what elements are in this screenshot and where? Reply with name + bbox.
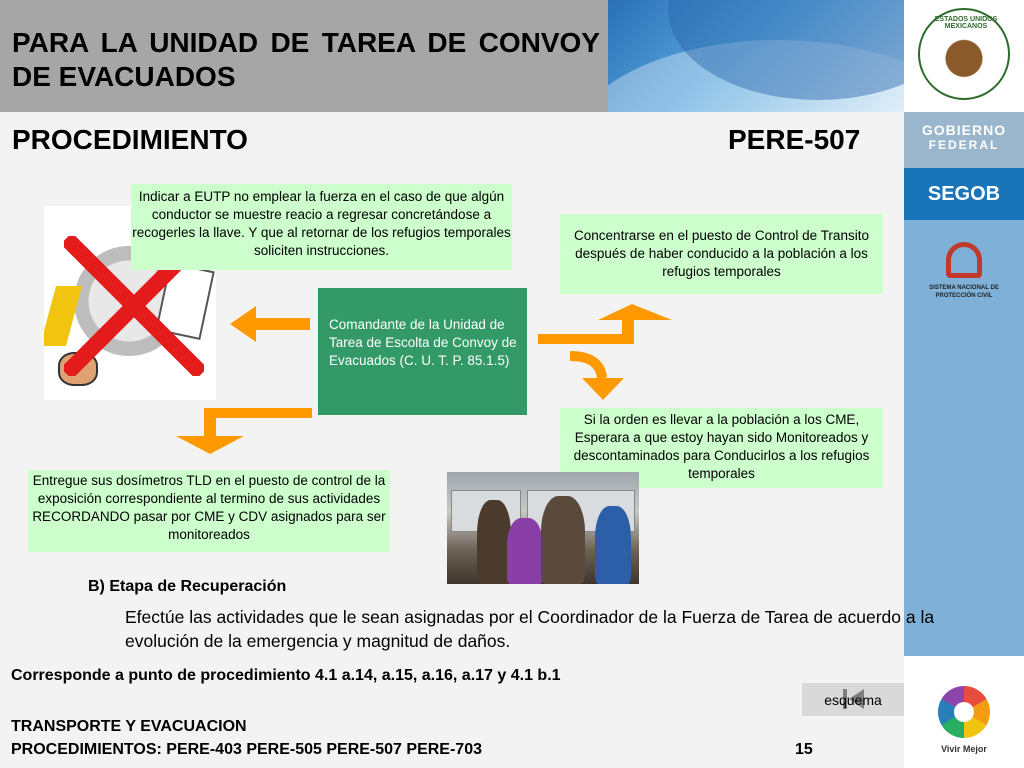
arrow-left-icon xyxy=(230,304,312,344)
page-number: 15 xyxy=(795,741,813,758)
procedure-code: PERE-507 xyxy=(728,124,861,155)
esquema-button[interactable] xyxy=(802,683,904,716)
header-decoration xyxy=(608,0,904,112)
gobierno-federal-logo xyxy=(904,112,1024,168)
recovery-heading: B) Etapa de Recuperación xyxy=(88,578,287,595)
arrow-up-right-icon xyxy=(536,302,676,348)
seal-text: ESTADOS UNIDOS MEXICANOS xyxy=(934,16,998,30)
recovery-text: Efectúe las actividades que le sean asignadas por el Coordinador de la Fuerza de Tarea de acuerdo a la evolución de la emergencia y magnitud de daños. xyxy=(125,607,935,651)
vivir-mejor-logo xyxy=(904,656,1024,768)
person-shape xyxy=(595,506,631,584)
footer-procedures: PROCEDIMIENTOS: PERE-403 PERE-505 PERE-507 PERE-703 xyxy=(11,741,482,758)
commander-box: Comandante de la Unidad de Tarea de Escolta de Convoy de Evacuados (C. U. T. P. 85.1.5) xyxy=(318,288,527,415)
gobierno-label: GOBIERNO xyxy=(921,122,1007,138)
vivir-mejor-label: Vivir Mejor xyxy=(941,744,987,754)
cme-box: Si la orden es llevar a la población a los CME, Esperara a que estoy hayan sido Monitoreados y descontaminados para Conducirlos a los refugios temporales xyxy=(560,408,883,488)
footer-title: TRANSPORTE Y EVACUACION xyxy=(11,718,247,735)
proteccion-civil-label: SISTEMA NACIONAL DE PROTECCIÓN CIVIL xyxy=(929,285,999,299)
segob-logo: SEGOB xyxy=(904,168,1024,220)
control-post-box: Concentrarse en el puesto de Control de Transito después de haber conducido a la población a los refugios temporales xyxy=(560,214,883,294)
arrow-down-icon xyxy=(172,404,314,456)
mexico-seal-icon xyxy=(918,8,1010,100)
seal-panel xyxy=(904,0,1024,112)
proteccion-civil-logo xyxy=(904,220,1024,320)
person-shape xyxy=(477,500,511,584)
federal-label: FEDERAL xyxy=(928,138,1000,152)
page-title: PARA LA UNIDAD DE TAREA DE CONVOY DE EVACUADOS xyxy=(12,27,600,92)
vivir-mejor-icon xyxy=(938,686,990,738)
person-shape xyxy=(507,518,543,584)
procedure-reference: Corresponde a punto de procedimiento 4.1 a.14, a.15, a.16, a.17 y 4.1 b.1 xyxy=(11,667,561,684)
arrow-curve-down-icon xyxy=(566,350,626,402)
person-shape xyxy=(541,496,585,584)
dosimeter-box: Entregue sus dosímetros TLD en el puesto de control de la exposición correspondiente al termino de sus actividades RECORDANDO pasar por CME y CDV asignados para ser monitoreados xyxy=(28,470,390,552)
esquema-label: esquema xyxy=(824,691,882,708)
section-title: PROCEDIMIENTO xyxy=(12,124,248,155)
evacuees-photo xyxy=(447,472,639,584)
eutp-instruction-box: Indicar a EUTP no emplear la fuerza en el caso de que algún conductor se muestre reacio a regresar concretándose a recogerles la llave. Y que al retornar de los refugios temporales soliciten instrucciones. xyxy=(131,184,512,270)
proteccion-civil-icon xyxy=(946,242,982,278)
